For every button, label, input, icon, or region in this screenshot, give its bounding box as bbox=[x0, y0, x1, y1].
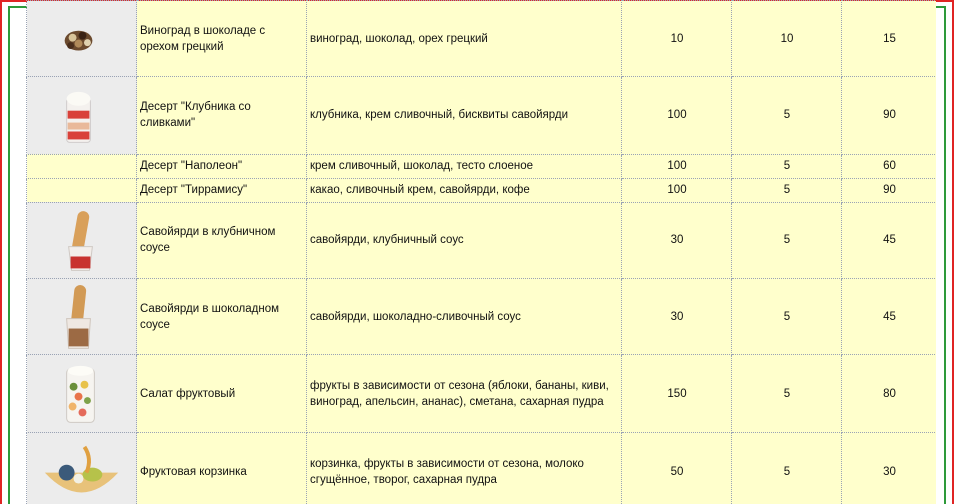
chocolate-grapes-photo bbox=[27, 1, 136, 76]
value-col3: 15 bbox=[842, 1, 937, 77]
dish-name: Десерт "Наполеон" bbox=[137, 154, 307, 178]
value-col3: 45 bbox=[842, 202, 937, 278]
dessert-menu-table bbox=[26, 0, 936, 504]
table-row bbox=[27, 433, 937, 504]
strawberry-cream-dessert-photo bbox=[27, 77, 136, 153]
table-row bbox=[27, 154, 937, 178]
dish-ingredients: савойярди, клубничный соус bbox=[307, 202, 622, 278]
value-col2: 5 bbox=[732, 355, 842, 433]
value-col3: 30 bbox=[842, 433, 937, 504]
value-col1: 100 bbox=[622, 178, 732, 202]
dish-ingredients: корзинка, фрукты в зависимости от сезона, молоко сгущённое, творог, сахарная пудра bbox=[307, 433, 622, 504]
dish-ingredients: фрукты в зависимости от сезона (яблоки, бананы, киви, виноград, апельсин, ананас), сметана, сахарная пудра bbox=[307, 355, 622, 433]
dish-name: Савойярди в шоколадном соусе bbox=[137, 278, 307, 354]
value-col2: 5 bbox=[732, 202, 842, 278]
value-col1: 100 bbox=[622, 154, 732, 178]
dish-ingredients: виноград, шоколад, орех грецкий bbox=[307, 1, 622, 77]
dish-ingredients: савойярди, шоколадно-сливочный соус bbox=[307, 278, 622, 354]
dish-ingredients: какао, сливочный крем, савойярди, кофе bbox=[307, 178, 622, 202]
dish-name: Виноград в шоколаде с орехом грецкий bbox=[137, 1, 307, 77]
value-col3: 90 bbox=[842, 77, 937, 154]
value-col1: 150 bbox=[622, 355, 732, 433]
value-col1: 30 bbox=[622, 278, 732, 354]
value-col2: 5 bbox=[732, 433, 842, 504]
dish-name: Салат фруктовый bbox=[137, 355, 307, 433]
value-col3: 80 bbox=[842, 355, 937, 433]
savoiardi-strawberry-photo bbox=[27, 203, 136, 278]
table-row bbox=[27, 1, 937, 77]
table-row bbox=[27, 202, 937, 278]
table-row bbox=[27, 178, 937, 202]
value-col1: 100 bbox=[622, 77, 732, 154]
dish-name: Десерт "Клубника со сливками" bbox=[137, 77, 307, 154]
fruit-basket-photo bbox=[27, 433, 136, 504]
value-col2: 5 bbox=[732, 77, 842, 154]
row-image-cell bbox=[27, 202, 137, 278]
table-row bbox=[27, 77, 937, 154]
row-image-cell bbox=[27, 355, 137, 433]
row-image-cell bbox=[27, 178, 137, 202]
row-image-cell bbox=[27, 77, 137, 154]
dish-name: Фруктовая корзинка bbox=[137, 433, 307, 504]
dish-name: Савойярди в клубничном соусе bbox=[137, 202, 307, 278]
fruit-salad-photo bbox=[27, 355, 136, 432]
savoiardi-chocolate-photo bbox=[27, 279, 136, 354]
row-image-cell bbox=[27, 433, 137, 504]
value-col2: 5 bbox=[732, 278, 842, 354]
table-row bbox=[27, 278, 937, 354]
value-col1: 30 bbox=[622, 202, 732, 278]
dish-ingredients: клубника, крем сливочный, бисквиты савойярди bbox=[307, 77, 622, 154]
value-col1: 50 bbox=[622, 433, 732, 504]
dish-name: Десерт "Тиррамису" bbox=[137, 178, 307, 202]
value-col1: 10 bbox=[622, 1, 732, 77]
row-image-cell bbox=[27, 1, 137, 77]
menu-sheet bbox=[26, 0, 936, 504]
value-col2: 5 bbox=[732, 178, 842, 202]
value-col3: 45 bbox=[842, 278, 937, 354]
value-col3: 60 bbox=[842, 154, 937, 178]
value-col2: 10 bbox=[732, 1, 842, 77]
table-row bbox=[27, 355, 937, 433]
row-image-cell bbox=[27, 278, 137, 354]
dish-ingredients: крем сливочный, шоколад, тесто слоеное bbox=[307, 154, 622, 178]
value-col3: 90 bbox=[842, 178, 937, 202]
value-col2: 5 bbox=[732, 154, 842, 178]
row-image-cell bbox=[27, 154, 137, 178]
